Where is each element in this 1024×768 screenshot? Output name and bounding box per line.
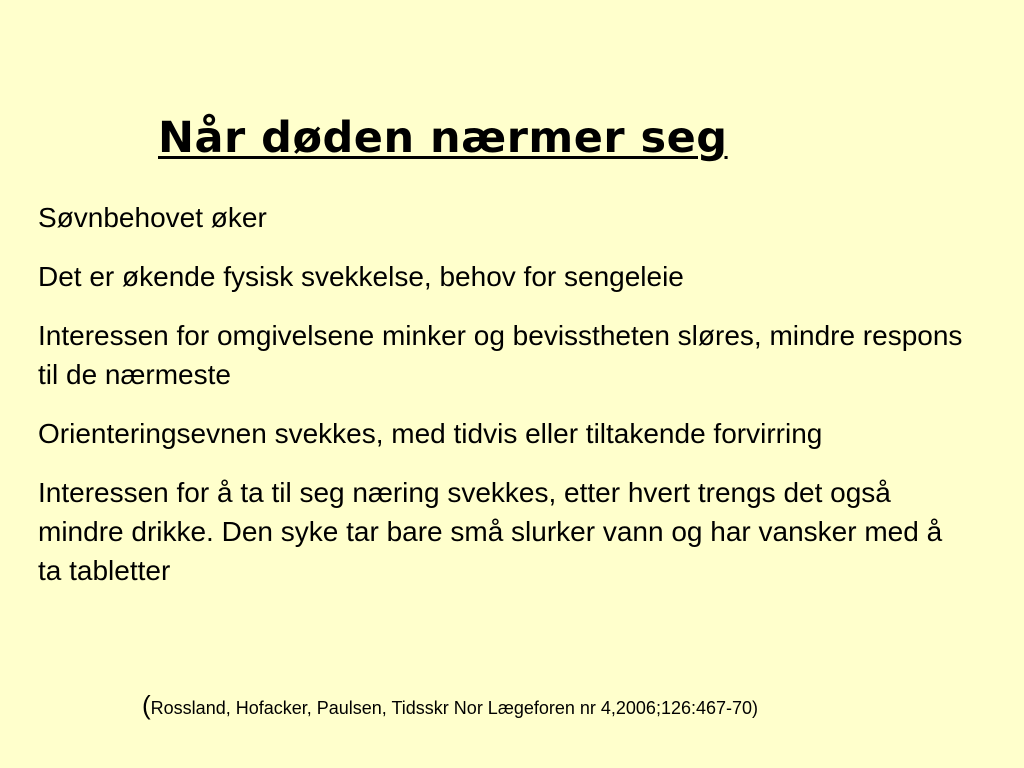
- slide-title: Når døden nærmer seg: [158, 113, 728, 163]
- reference-citation: [142, 688, 758, 725]
- bullet-item: Interessen for omgivelsene minker og bevisstheten sløres, mindre respons til de nærmeste: [38, 320, 963, 390]
- bullet-item: Orienteringsevnen svekkes, med tidvis eller tiltakende forvirring: [38, 418, 823, 449]
- bullet-item: Interessen for å ta til seg næring svekkes, etter hvert trengs det også mindre drikke. Den syke tar bare små slurker vann og har vansker med å ta tabletter: [38, 477, 943, 586]
- reference-text: Rossland, Hofacker, Paulsen, Tidsskr Nor Lægeforen nr 4,2006;126:467-70): [150, 698, 759, 718]
- bullet-list: [38, 198, 968, 610]
- bullet-item: Søvnbehovet øker: [38, 202, 267, 233]
- bullet-item: Det er økende fysisk svekkelse, behov for sengeleie: [38, 261, 684, 292]
- reference-open-paren: (: [142, 690, 151, 720]
